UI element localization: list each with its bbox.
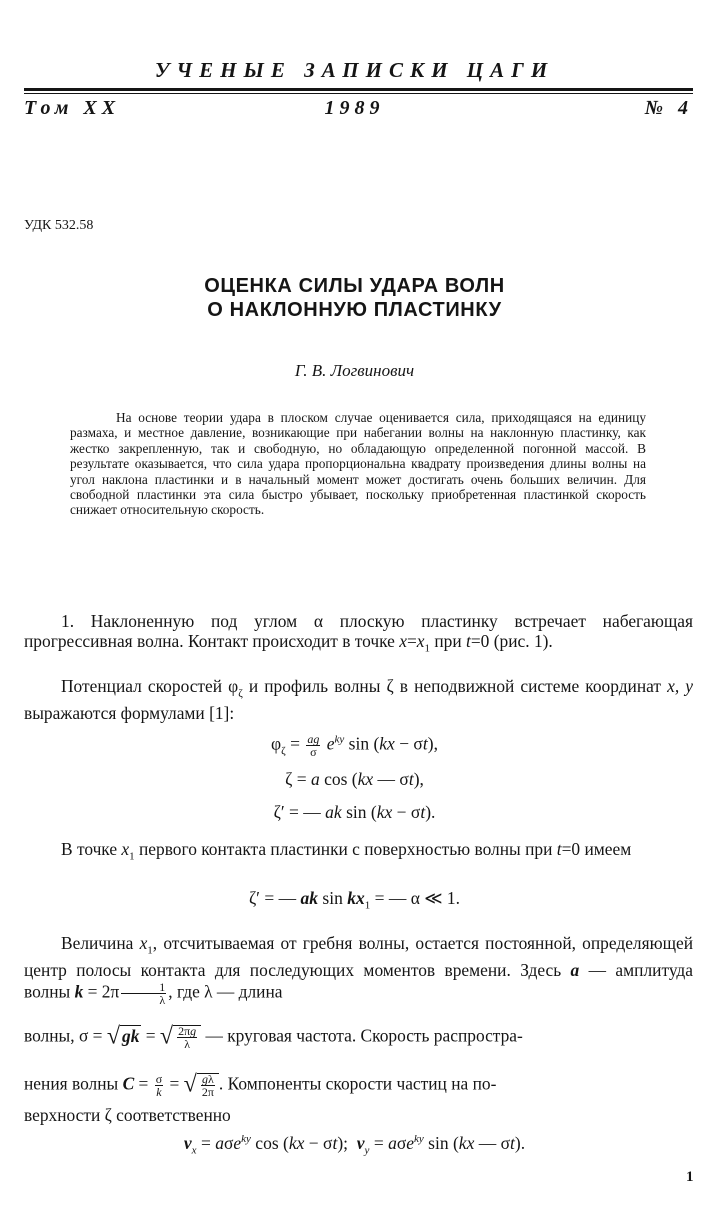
paragraph-4-text-e: волны, bbox=[24, 1025, 79, 1046]
paragraph-3-text-a: В точке bbox=[61, 839, 122, 859]
paragraph-3-text-c: имеем bbox=[580, 839, 632, 859]
author: Г. В. Логвинович bbox=[294, 361, 415, 380]
abstract: На основе теории удара в плоском случае оценивается сила, приходящаяся на единицу размаха, и местное давление, возникающие при набегании волны на наклонную пластинку, как жестко закрепленную, так и свободную, но обладающую определенной погонной массой. В результате оказывается, что сила удара пропорциональна квадрату произведения длины волны на угол наклона пластинки и в начальный момент может достигать очень больших величин. Для свободной пластинки эта сила быстро убывает, поскольку приобретенная пластинкой скорость снижает относительную скорость. bbox=[70, 410, 646, 518]
paragraph-4-text-f: — круговая частота. Скорость распростра- bbox=[201, 1025, 523, 1046]
paragraph-1-text-c: (рис. 1). bbox=[489, 630, 553, 651]
header-rule-thin bbox=[24, 93, 693, 94]
volume: Том XX bbox=[24, 97, 121, 119]
title-line-1: ОЦЕНКА СИЛЫ УДАРА ВОЛН bbox=[204, 275, 505, 297]
equation-velocity-components: $v_x = a\sigma e^{ky}$ cos (kx − σt); $v_y = a\sigma e^{ky}$ sin (kx — σt). bbox=[183, 1133, 526, 1157]
paragraph-4-text-g: нения волны bbox=[24, 1073, 123, 1094]
title-line-2: О НАКЛОННУЮ ПЛАСТИНКУ bbox=[207, 299, 502, 321]
paragraph-4-text-b: , отсчитываемая от гребня волны, остается постоянной, определяющей центр полосы контакта для последующих моментов времени. Здесь bbox=[24, 933, 694, 981]
paragraph-1-text-a: 1. Наклоненную под углом α плоскую пластинку встречает набегающая прогрессивная волна. Контакт происходит в точке bbox=[24, 611, 693, 651]
paragraph-4-text-c: — амплитуда волны bbox=[24, 960, 693, 1002]
journal-name: УЧЕНЫЕ ЗАПИСКИ ЦАГИ bbox=[154, 58, 555, 82]
page-number: 1 bbox=[686, 1169, 694, 1185]
paragraph-3-text-b: первого контакта пластинки с поверхностью волны при bbox=[134, 839, 557, 859]
equation-slope: ζ′ = — ak sin (kx − σt). bbox=[273, 802, 436, 822]
paragraph-4-text-i: верхности ζ соответственно bbox=[24, 1105, 231, 1125]
paragraph-2-text-c: выражаются формулами [1]: bbox=[24, 703, 235, 724]
issue-number: № 4 bbox=[644, 97, 693, 119]
paragraph-3: В точке $x_1$ первого контакта пластинки с поверхностью волны при t=0 имеем bbox=[61, 839, 632, 863]
paragraph-4-text-d: , где λ — длина bbox=[168, 981, 283, 1002]
paragraph-2-text-b: и профиль волны ζ в неподвижной системе координат bbox=[242, 676, 668, 696]
paragraph-1: 1. Наклоненную под углом α плоскую пластинку встречает набегающая прогрессивная волна. Контакт происходит в точке $x=x_1$ при t=0 (рис. 1). bbox=[24, 611, 693, 655]
year: 1989 bbox=[324, 97, 385, 119]
paragraph-1-text-b: при bbox=[430, 630, 467, 651]
article-title bbox=[0, 274, 709, 322]
paragraph-4-line-surface bbox=[24, 1106, 693, 1126]
udk-code: УДК 532.58 bbox=[24, 218, 94, 233]
paragraph-4-line-frequency: волны, σ = √ gk = √ $\frac{2\pi g}{\lambda}$ — круговая частота. Скорость распростра- bbox=[24, 1023, 523, 1051]
paragraph-4-line-speed: нения волны C = $\frac{\sigma}{k}$ = √ $\frac{g\lambda}{2\pi}$ . Компоненты скорости частиц на по- bbox=[24, 1071, 497, 1099]
equation-profile: ζ = a cos (kx — σt), bbox=[285, 769, 424, 789]
paragraph-4-text-h: . Компоненты скорости частиц на по- bbox=[218, 1073, 497, 1094]
paragraph-2: Потенциал скоростей $\varphi_\zeta$ и профиль волны ζ в неподвижной системе координат x, y выражаются формулами [1]: bbox=[24, 676, 693, 724]
paragraph-4-text-a: Величина bbox=[61, 933, 140, 953]
equation-potential: $\varphi_\zeta$ = $\frac{ag}{\sigma}$ $e^{ky}$ sin (kx − σt), bbox=[271, 732, 438, 759]
header-rule bbox=[24, 88, 693, 91]
paragraph-2-text-a: Потенциал скоростей φ bbox=[61, 676, 239, 696]
equation-contact: ζ′ = — ak $\sin kx_1$ = — α ≪ 1. bbox=[248, 888, 461, 912]
paragraph-4: Величина $x_1$, отсчитываемая от гребня волны, остается постоянной, определяющей центр полосы контакта для последующих моментов времени. Здесь a — амплитуда волны k = 2π $\frac{1}{\lambda}$ , где λ — длина bbox=[24, 933, 694, 1008]
